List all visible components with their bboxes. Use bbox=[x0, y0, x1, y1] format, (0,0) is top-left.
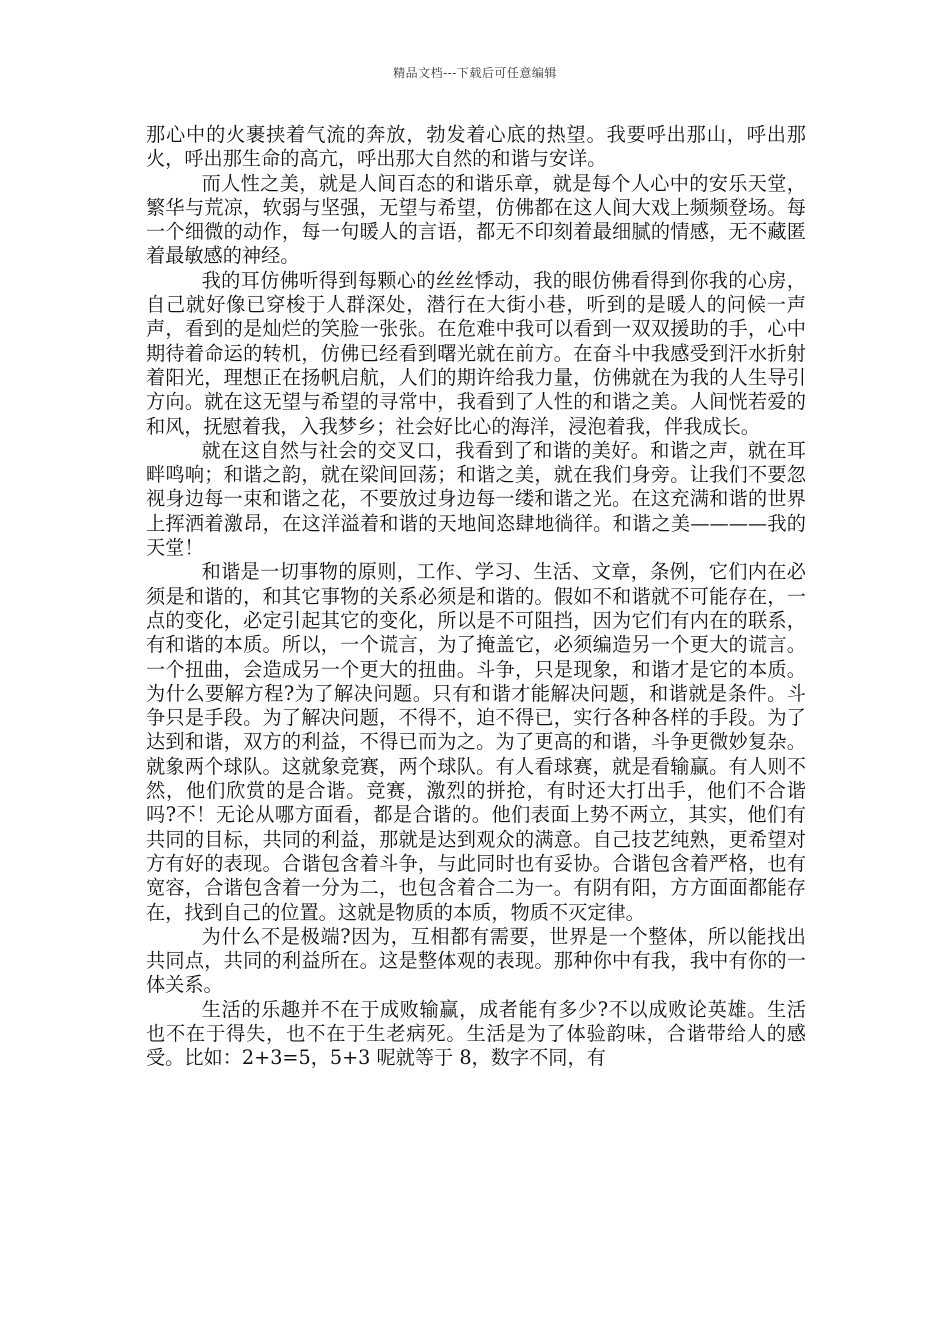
paragraph-3: 我的耳仿佛听得到每颗心的丝丝悸动，我的眼仿佛看得到你我的心房，自己就好像已穿梭于人群深处，潜行在大街小巷，听到的是暖人的问候一声声，看到的是灿烂的笑脸一张张。在危难中我可以看到一双双援助的手，心中期待着命运的转机，仿佛已经看到曙光就在前方。在奋斗中我感受到汗水折射着阳光，理想正在扬帆启航，人们的期许给我力量，仿佛就在为我的人生导引方向。就在这无望与希望的寻常中，我看到了人性的和谐之美。人间恍若爱的和风，抚慰着我，入我梦乡；社会好比心的海洋，浸泡着我，伴我成长。 bbox=[146, 268, 806, 438]
paragraph-4: 就在这自然与社会的交叉口，我看到了和谐的美好。和谐之声，就在耳畔鸣响；和谐之韵，就在梁间回荡；和谐之美，就在我们身旁。让我们不要忽视身边每一束和谐之花，不要放过身边每一缕和谐之光。在这充满和谐的世界上挥洒着激昂，在这洋溢着和谐的天地间恣肆地徜徉。和谐之美————我的天堂！ bbox=[146, 438, 806, 560]
paragraph-7: 生活的乐趣并不在于成败输赢，成者能有多少?不以成败论英雄。生活也不在于得失，也不在于生老病死。生活是为了体验韵味，合谐带给人的感受。比如：2+3=5，5+3 呢就等于 8，数字不同，有 bbox=[146, 997, 806, 1070]
paragraph-6: 为什么不是极端?因为，互相都有需要，世界是一个整体，所以能找出共同点，共同的利益所在。这是整体观的表现。那种你中有我，我中有你的一体关系。 bbox=[146, 924, 806, 997]
paragraph-1: 那心中的火裹挟着气流的奔放，勃发着心底的热望。我要呼出那山，呼出那火，呼出那生命的高亢，呼出那大自然的和谐与安详。 bbox=[146, 123, 806, 171]
paragraph-2: 而人性之美，就是人间百态的和谐乐章，就是每个人心中的安乐天堂，繁华与荒凉，软弱与坚强，无望与希望，仿佛都在这人间大戏上频频登场。每一个细微的动作，每一句暖人的言语，都无不印刻着最细腻的情感，无不藏匿着最敏感的神经。 bbox=[146, 171, 806, 268]
page-header: 精品文档---下载后可任意编辑 bbox=[393, 66, 557, 80]
paragraph-5: 和谐是一切事物的原则，工作、学习、生活、文章，条例，它们内在必须是和谐的，和其它事物的关系必须是和谐的。假如不和谐就不可能存在，一点的变化，必定引起其它的变化，所以是不可阻挡，因为它们有内在的联系，有和谐的本质。所以，一个谎言，为了掩盖它，必须编造另一个更大的谎言。一个扭曲，会造成另一个更大的扭曲。斗争，只是现象，和谐才是它的本质。为什么要解方程?为了解决问题。只有和谐才能解决问题，和谐就是条件。斗争只是手段。为了解决问题，不得不，迫不得已，实行各种各样的手段。为了达到和谐，双方的利益，不得已而为之。为了更高的和谐，斗争更微妙复杂。就象两个球队。这就象竞赛，两个球队。有人看球赛，就是看输赢。有人则不然，他们欣赏的是合谐。竞赛，激烈的拼抢，有时还大打出手，他们不合谐吗?不！无论从哪方面看，都是合谐的。他们表面上势不两立，其实，他们有共同的目标，共同的利益，那就是达到观众的满意。自己技艺纯熟，更希望对方有好的表现。合谐包含着斗争，与此同时也有妥协。合谐包含着严格，也有宽容，合谐包含着一分为二，也包含着合二为一。有阴有阳，方方面面都能存在，找到自己的位置。这就是物质的本质，物质不灭定律。 bbox=[146, 560, 806, 924]
document-body bbox=[146, 123, 806, 1071]
